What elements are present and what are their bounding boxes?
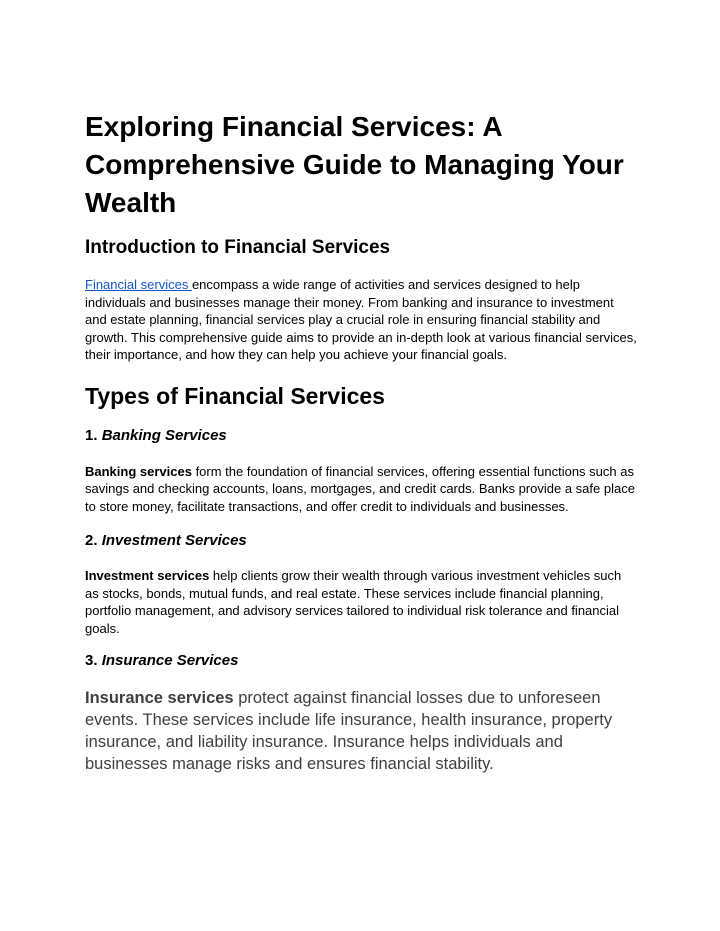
intro-heading: Introduction to Financial Services bbox=[85, 237, 391, 258]
document-title: Exploring Financial Services: A Comprehensive Guide to Managing Your Wealth bbox=[85, 111, 624, 218]
investment-paragraph bbox=[85, 567, 637, 637]
insurance-paragraph-body: protect against financial losses due to unforeseen events. These services include life insurance, health insurance, property insurance, and liability insurance. Insurance helps individuals and businesses manage risks and ensures financial stability. bbox=[85, 689, 613, 773]
subheading-investment-name: Investment Services bbox=[101, 532, 247, 549]
subheading-banking-name: Banking Services bbox=[101, 426, 227, 444]
financial-services-link[interactable]: Financial services bbox=[85, 277, 192, 292]
subheading-insurance-number: 3. bbox=[85, 652, 102, 669]
types-heading: Types of Financial Services bbox=[85, 382, 385, 409]
subheading-insurance-services bbox=[85, 651, 635, 671]
subheading-banking-number: 1. bbox=[85, 426, 102, 444]
banking-paragraph-lead: Banking services bbox=[85, 463, 192, 479]
intro-paragraph-text: encompass a wide range of activities and services designed to help individuals and businesses manage their money. From banking and insurance to investment and estate planning, financial services play a crucial role in ensuring financial stability and growth. This comprehensive guide aims to provide an in-depth look at various financial services, their importance, and how they can help you achieve your financial goals. bbox=[85, 277, 637, 362]
investment-paragraph-body: help clients grow their wealth through various investment vehicles such as stocks, bonds, mutual funds, and real estate. These services include financial planning, portfolio management, and advisory services tailored to individual risk tolerance and financial goals. bbox=[85, 568, 622, 636]
subheading-insurance-name: Insurance Services bbox=[101, 652, 239, 669]
banking-paragraph bbox=[85, 463, 637, 516]
intro-paragraph bbox=[85, 276, 637, 364]
insurance-paragraph-lead: Insurance services bbox=[85, 689, 234, 707]
investment-paragraph-lead: Investment services bbox=[85, 568, 210, 583]
subheading-investment-number: 2. bbox=[85, 532, 102, 549]
subheading-banking-services bbox=[85, 426, 635, 446]
subheading-investment-services bbox=[85, 531, 635, 551]
banking-paragraph-body: form the foundation of financial services, offering essential functions such as savings and checking accounts, loans, mortgages, and credit cards. Banks provide a safe place to store money, facilitate transactions, and offer credit to individuals and businesses. bbox=[85, 463, 635, 514]
insurance-paragraph bbox=[85, 687, 630, 775]
